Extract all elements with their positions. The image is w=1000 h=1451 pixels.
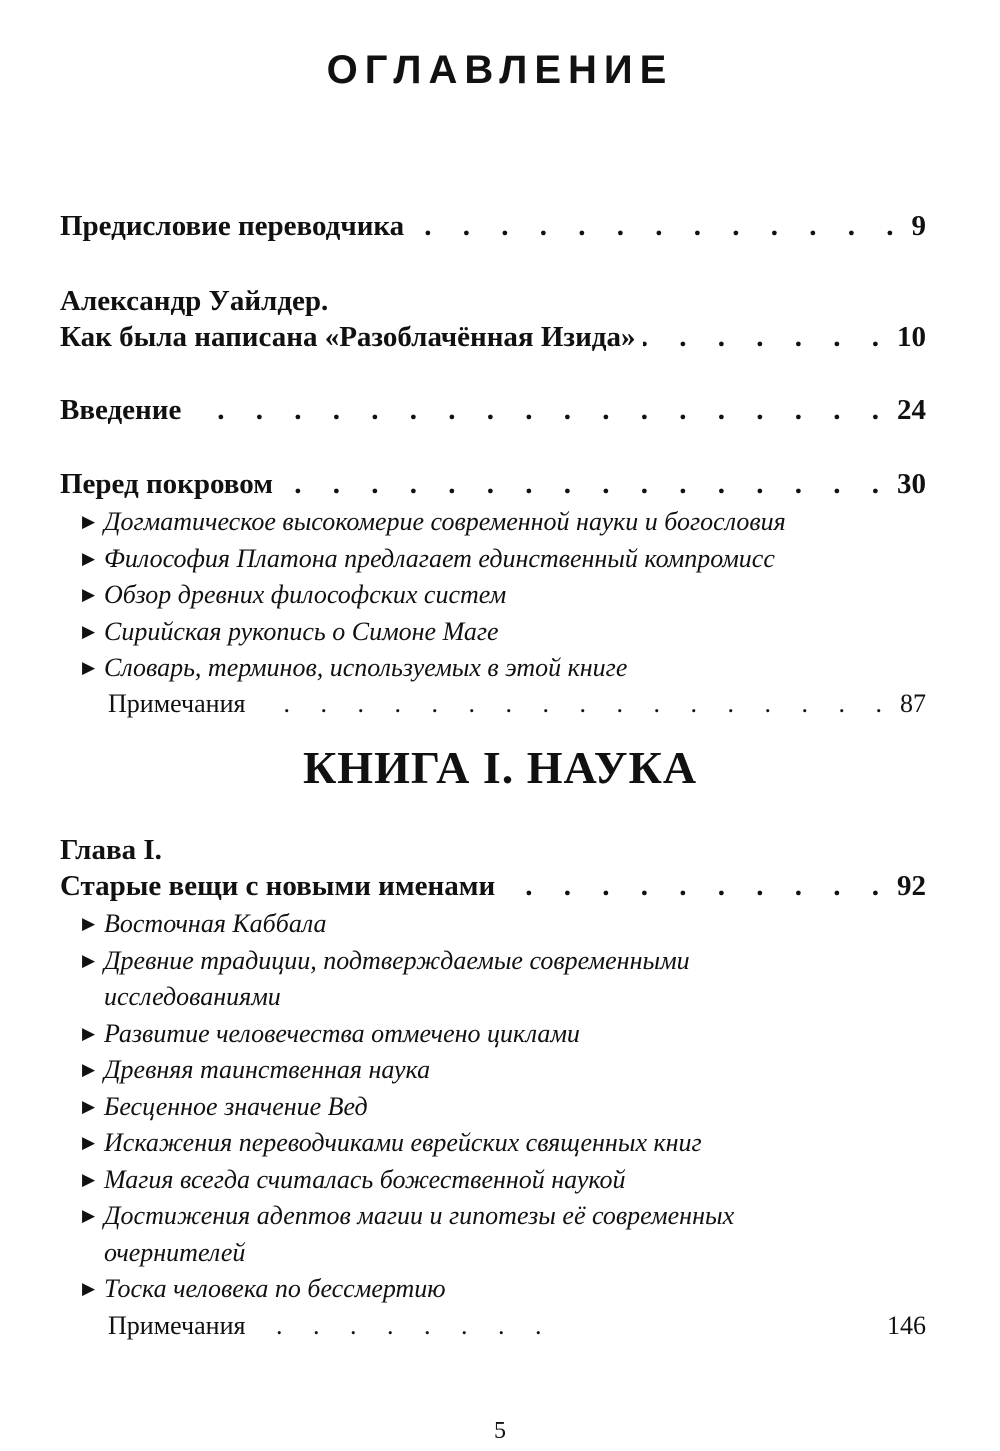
leader-dots xyxy=(643,320,891,354)
subtopic-item: ▶ Искажения переводчиками еврейских священных книг xyxy=(82,1125,932,1162)
subtopic-item: ▶ Магия всегда считалась божественной наукой xyxy=(82,1162,932,1199)
triangle-bullet-icon: ▶ xyxy=(82,585,96,604)
subtopic-item: ▶ Достижения адептов магии и гипотезы её современных xyxy=(82,1198,932,1235)
leader-dots xyxy=(281,467,891,501)
triangle-bullet-icon: ▶ xyxy=(82,1279,96,1298)
toc-entry-chapter-1[interactable] xyxy=(60,833,926,903)
toc-entry-title: Предисловие переводчика xyxy=(60,210,405,242)
subtopic-item: ▶ Древняя таинственная наука xyxy=(82,1052,932,1089)
subtopic-item: ▶ Обзор древних философских систем xyxy=(82,577,932,614)
toc-page-number: 24 xyxy=(897,394,926,426)
notes-label: Примечания xyxy=(108,1311,246,1340)
toc-entry-wilder[interactable] xyxy=(60,284,926,354)
toc-entry-introduction[interactable] xyxy=(60,393,926,427)
toc-entry-title: Перед покровом xyxy=(60,468,273,500)
triangle-bullet-icon: ▶ xyxy=(82,950,96,970)
subtopic-item: ▶ Философия Платона предлагает единственный компромисс xyxy=(82,541,932,578)
subtopic-item: ▶ Восточная Каббала xyxy=(82,906,932,943)
toc-entry-before-the-veil[interactable] xyxy=(60,467,926,501)
triangle-bullet-icon: ▶ xyxy=(82,1096,96,1116)
leader-dots xyxy=(253,687,894,721)
triangle-bullet-icon: ▶ xyxy=(82,512,96,531)
subtopic-item: ▶ Развитие человечества отмечено циклами xyxy=(82,1016,932,1053)
leader-dots xyxy=(503,869,891,903)
toc-page-number: 10 xyxy=(897,321,926,353)
subtopic-item: ▶ Тоска человека по бессмертию xyxy=(82,1271,932,1308)
subtopic-item-continuation: исследованиями xyxy=(104,982,281,1011)
triangle-bullet-icon: ▶ xyxy=(82,548,96,568)
toc-page-number: 92 xyxy=(897,870,926,902)
leader-dots xyxy=(189,393,891,427)
triangle-bullet-icon: ▶ xyxy=(82,1169,96,1189)
triangle-bullet-icon: ▶ xyxy=(82,1206,96,1225)
chapter-label: Глава I. xyxy=(60,834,162,866)
notes-label: Примечания xyxy=(108,689,246,718)
triangle-bullet-icon: ▶ xyxy=(82,1133,96,1152)
leader-dots xyxy=(412,209,905,243)
triangle-bullet-icon: ▶ xyxy=(82,1060,96,1079)
toc-entry-title: Введение xyxy=(60,394,182,426)
triangle-bullet-icon: ▶ xyxy=(82,658,96,677)
triangle-bullet-icon: ▶ xyxy=(82,914,96,933)
toc-entry-notes[interactable] xyxy=(108,687,926,721)
toc-page-number: 87 xyxy=(900,689,926,718)
subtopic-item-continuation: очернителей xyxy=(104,1237,246,1267)
toc-entry-translator-preface[interactable] xyxy=(60,209,926,243)
page-title: ОГЛАВЛЕНИЕ xyxy=(326,48,674,92)
toc-page-number: 146 xyxy=(887,1311,926,1340)
subtopic-item: ▶ Древние традиции, подтверждаемые современными xyxy=(82,943,932,980)
book-section-title: КНИГА I. НАУКА xyxy=(302,742,698,793)
subtopic-item: ▶ Бесценное значение Вед xyxy=(82,1089,932,1126)
leader-dots xyxy=(253,1309,553,1343)
toc-entry-notes[interactable] xyxy=(108,1309,926,1343)
subtopic-item: ▶ Словарь, терминов, используемых в этой книге xyxy=(82,650,932,687)
toc-page-number: 9 xyxy=(911,210,926,242)
subtopic-list xyxy=(82,504,932,687)
subtopic-list xyxy=(82,906,932,1308)
subtopic-item: ▶ Сирийская рукопись о Симоне Маге xyxy=(82,614,932,651)
toc-entry-title: Старые вещи с новыми именами xyxy=(60,870,496,902)
triangle-bullet-icon: ▶ xyxy=(82,621,96,641)
triangle-bullet-icon: ▶ xyxy=(82,1023,96,1043)
page-number: 5 xyxy=(494,1418,506,1444)
toc-page-number: 30 xyxy=(897,468,926,500)
toc-entry-title-line2: Как была написана «Разоблачённая Изида» xyxy=(60,321,636,353)
subtopic-item: ▶ Догматическое высокомерие современной науки и богословия xyxy=(82,504,932,541)
toc-entry-title-line1: Александр Уайлдер. xyxy=(60,285,329,317)
